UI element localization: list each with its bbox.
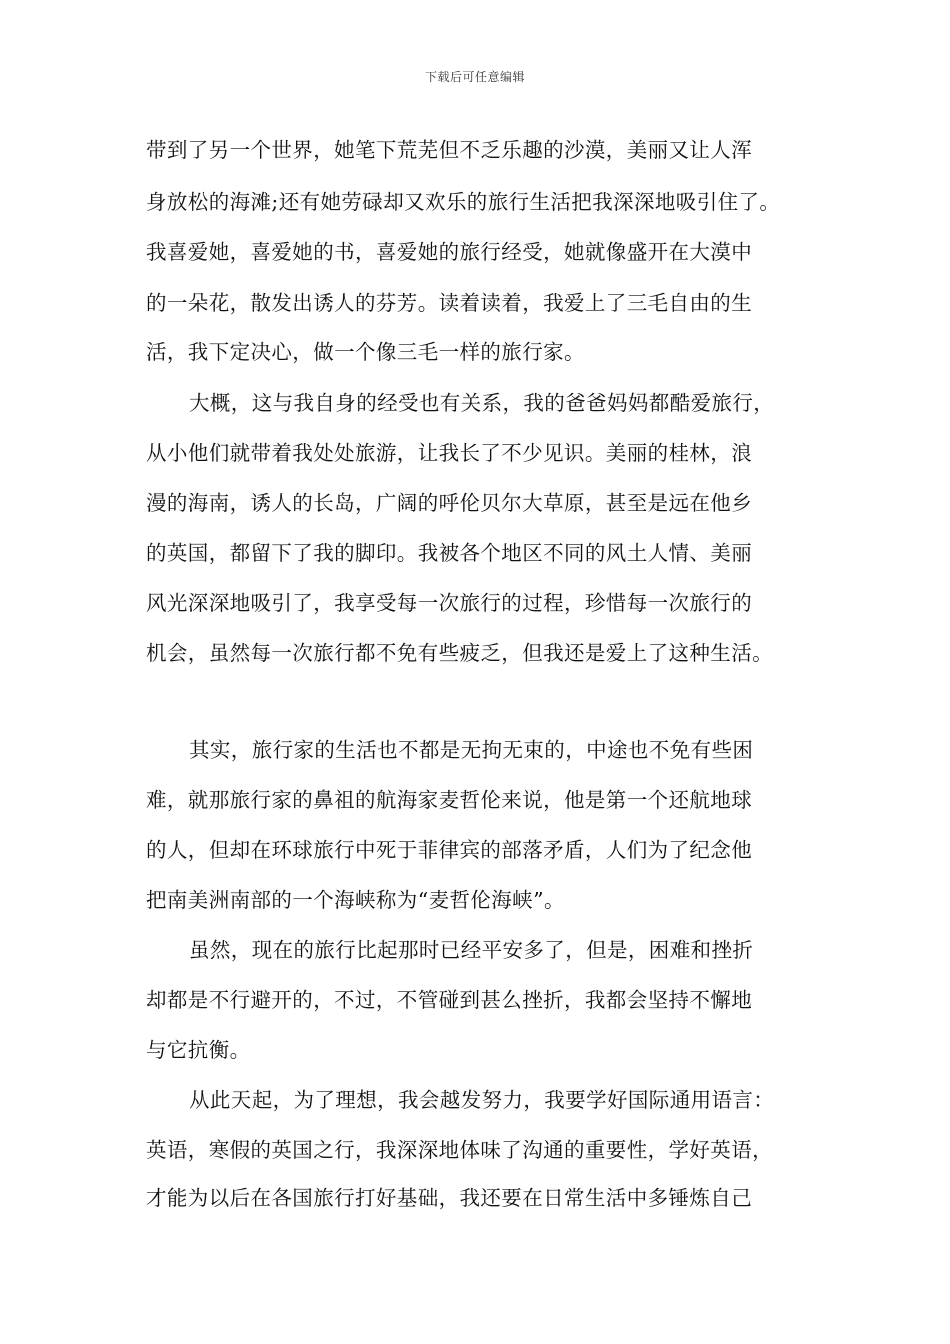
text-line: 的一朵花，散发出诱人的芬芳。读着读着，我爱上了三毛自由的生 [146,291,753,315]
text-line: 漫的海南，诱人的长岛，广阔的呼伦贝尔大草原，甚至是远在他乡 [146,491,753,515]
text-line: 把南美洲南部的一个海峡称为“麦哲伦海峡”。 [146,888,565,912]
text-line: 机会，虽然每一次旅行都不免有些疲乏，但我还是爱上了这种生活。 [146,641,773,665]
text-line: 的英国，都留下了我的脚印。我被各个地区不同的风土人情、美丽 [146,541,753,565]
text-line: 才能为以后在各国旅行打好基础，我还要在日常生活中多锤炼自己 [146,1186,753,1210]
page-header: 下载后可任意编辑 [424,70,525,84]
text-line: 身放松的海滩;还有她劳碌却又欢乐的旅行生活把我深深地吸引住了。 [146,190,781,214]
text-line: 却都是不行避开的，不过，不管碰到甚么挫折，我都会坚持不懈地 [146,988,753,1012]
text-line: 其实，旅行家的生活也不都是无拘无束的，中途也不免有些困 [189,738,754,762]
text-line: 虽然，现在的旅行比起那时已经平安多了，但是，困难和挫折 [189,938,754,962]
text-line: 难，就那旅行家的鼻祖的航海家麦哲伦来说，他是第一个还航地球 [146,788,753,812]
text-line: 带到了另一个世界，她笔下荒芜但不乏乐趣的沙漠，美丽又让人浑 [146,138,753,162]
text-line: 从此天起，为了理想，我会越发努力，我要学好国际通用语言： [189,1088,775,1112]
text-line: 风光深深地吸引了，我享受每一次旅行的过程，珍惜每一次旅行的 [146,591,753,615]
text-line: 的人，但却在环球旅行中死于菲律宾的部落矛盾，人们为了纪念他 [146,838,753,862]
text-line: 与它抗衡。 [146,1038,251,1062]
text-line: 英语，寒假的英国之行，我深深地体味了沟通的重要性，学好英语， [146,1138,773,1162]
text-line: 大概，这与我自身的经受也有关系，我的爸爸妈妈都酷爱旅行， [189,391,775,415]
text-line: 我喜爱她，喜爱她的书，喜爱她的旅行经受，她就像盛开在大漠中 [146,240,753,264]
text-line: 活，我下定决心，做一个像三毛一样的旅行家。 [146,340,585,364]
text-line: 从小他们就带着我处处旅游，让我长了不少见识。美丽的桂林，浪 [146,441,753,465]
